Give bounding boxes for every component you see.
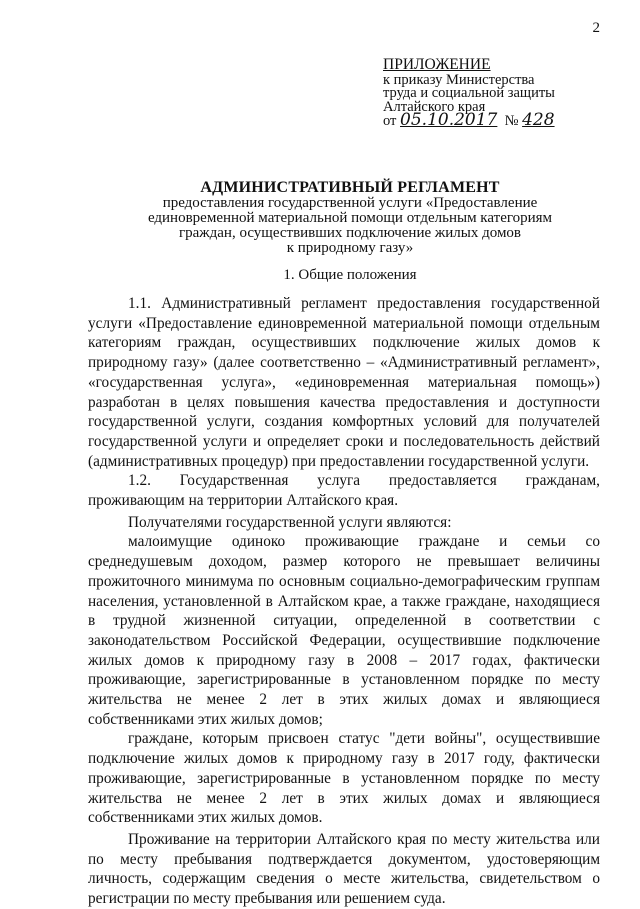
- paragraph: 1.1. Административный регламент предоставления государственной услуги «Предоставление единовременной материальной помощи отдельным категориям граждан, осуществивших подключение жилых домов к природному газу» (далее соответственно – «Административный регламент», «государственная услуга», «единовременная материальная помощь») разработан в целях повышения качества предоставления и доступности государственной услуги, создания комфортных условий для получателей государственной услуги и определяет сроки и последовательность действий (административных процедур) при предоставлении государственной услуги.: [88, 295, 600, 470]
- document-body: [88, 294, 600, 909]
- number-prefix: №: [504, 113, 519, 129]
- appendix-line: труда и социальной защиты: [383, 85, 555, 101]
- document-title: АДМИНИСТРАТИВНЫЙ РЕГЛАМЕНТ: [200, 179, 500, 196]
- paragraph: малоимущие одиноко проживающие граждане и семьи со среднедушевым доходом, размер которого не превышает величины прожиточного минимума по основным социально-демографическим группам населения, установленной в Алтайском крае, а также граждане, находящиеся в трудной жизненной ситуации, определенной в соответствии с законодательством Российской Федерации, осуществившие подключение жилых домов к природному газу в 2008 – 2017 годах, фактически проживающие, зарегистрированные в установленном порядке по месту жительства не менее 2 лет в этих жилых домах и являющиеся собственниками этих жилых домов;: [88, 533, 600, 728]
- document-heading: [100, 180, 600, 256]
- order-date: 05.10.2017: [400, 110, 498, 130]
- date-prefix: от: [383, 113, 397, 129]
- appendix-line: Алтайского края: [383, 98, 486, 115]
- paragraph: граждане, которым присвоен статус "дети войны", осуществившие подключение жилых домов к природному газу в 2017 году, фактически проживающие, зарегистрированные в установленном порядке по месту жительства не менее 2 лет в этих жилых домах и являющиеся собственниками этих жилых домов.: [88, 730, 600, 827]
- heading-line: единовременной материальной помощи отдельным категориям: [147, 210, 553, 226]
- heading-line: граждан, осуществивших подключение жилых домов: [178, 225, 522, 241]
- page-number: 2: [592, 20, 600, 36]
- paragraph: 1.2. Государственная услуга предоставляется гражданам, проживающим на территории Алтайского края.: [88, 472, 600, 510]
- section-title: 1. Общие положения: [283, 267, 417, 283]
- heading-line: к природному газу»: [286, 240, 414, 256]
- heading-line: предоставления государственной услуги «Предоставление: [162, 195, 538, 211]
- paragraph: Получателями государственной услуги являются:: [128, 513, 452, 531]
- order-date-number: [383, 110, 555, 130]
- order-number: 428: [522, 110, 555, 130]
- appendix-line: к приказу Министерства: [383, 71, 535, 88]
- appendix-title: ПРИЛОЖЕНИЕ: [383, 56, 491, 73]
- paragraph: Проживание на территории Алтайского края по месту жительства или по месту пребывания подтверждается документом, удостоверяющим личность, содержащим сведения о месте жительства, свидетельством о регистрации по месту пребывания или решением суда.: [88, 830, 600, 908]
- appendix-block: [383, 58, 555, 129]
